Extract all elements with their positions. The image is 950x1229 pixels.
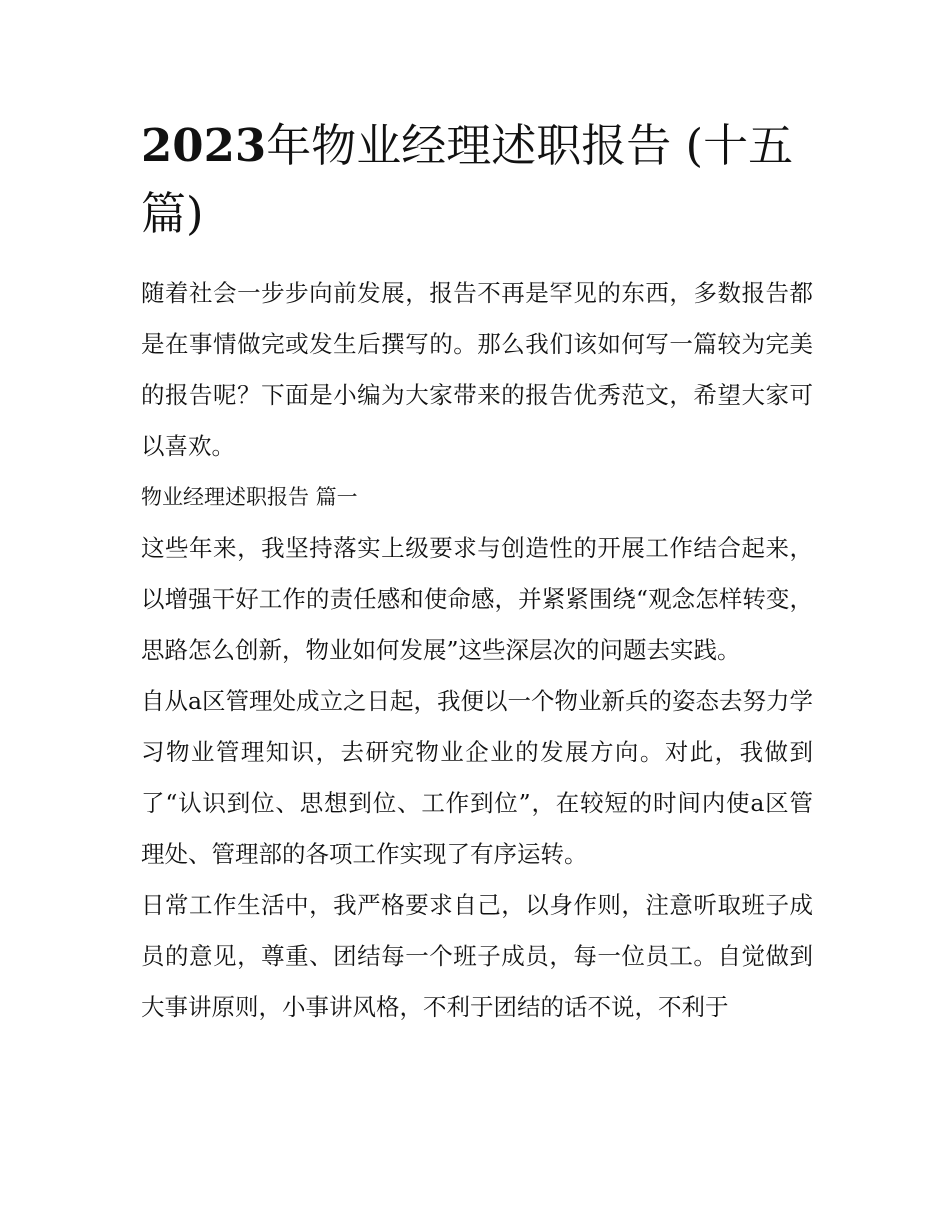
document-body: [141, 112, 813, 1033]
section-heading: 物业经理述职报告 篇一: [141, 485, 358, 509]
body-paragraph-3: 日常工作生活中，我严格要求自己，以身作则，注意听取班子成员的意见，尊重、团结每一个班子成员，每一位员工。自觉做到大事讲原则，小事讲风格，不利于团结的话不说，不利于: [141, 891, 813, 1021]
body-paragraph-2: 自从a区管理处成立之日起，我便以一个物业新兵的姿态去努力学习物业管理知识，去研究物业企业的发展方向。对此，我做到了“认识到位、思想到位、工作到位”，在较短的时间内使a区管理处、管理部的各项工作实现了有序运转。: [141, 687, 814, 868]
title-year: 2023: [141, 119, 267, 172]
title-text: 年物业经理述职报告 (十五篇): [141, 119, 794, 240]
intro-paragraph: 随着社会一步步向前发展，报告不再是罕见的东西，多数报告都是在事情做完或发生后撰写的。那么我们该如何写一篇较为完美的报告呢？下面是小编为大家带来的报告优秀范文，希望大家可以喜欢。: [141, 279, 813, 460]
body-paragraph-1: 这些年来，我坚持落实上级要求与创造性的开展工作结合起来，以增强干好工作的责任感和使命感，并紧紧围绕“观念怎样转变，思路怎么创新，物业如何发展”这些深层次的问题去实践。: [141, 534, 813, 664]
document-title: [141, 112, 813, 248]
